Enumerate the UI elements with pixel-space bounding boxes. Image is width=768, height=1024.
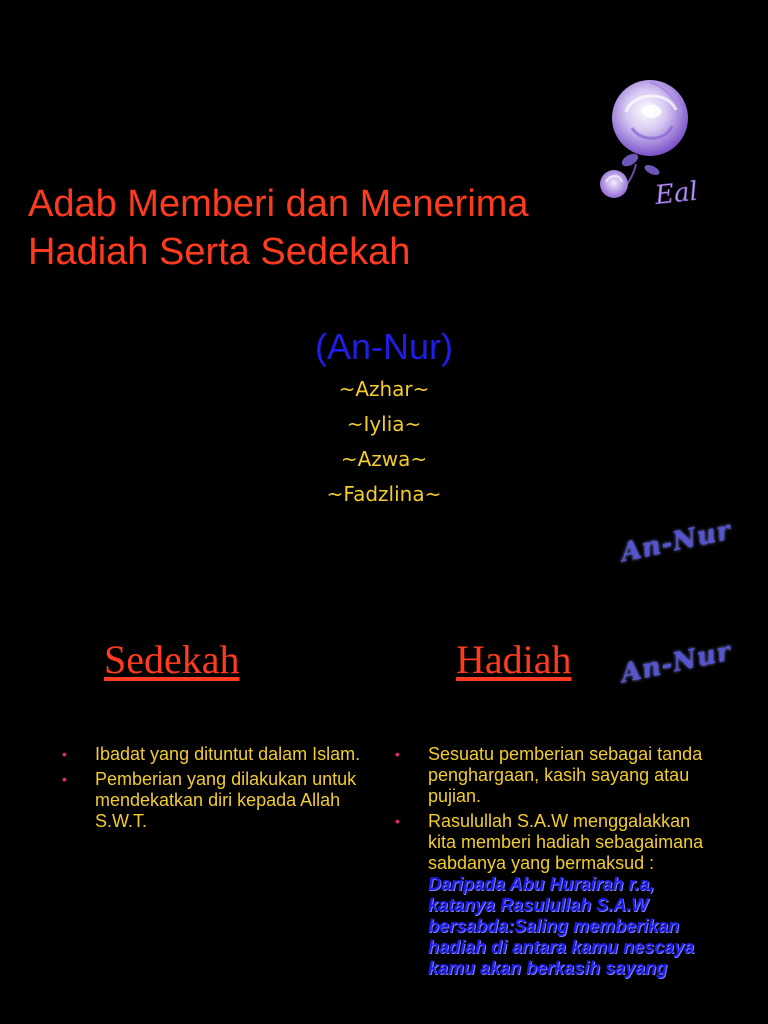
list-item-text: Pemberian yang dilakukan untuk mendekatkan diri kepada Allah S.W.T. [95,769,357,831]
member-name: ~Iylia~ [346,412,422,436]
member-list [0,372,768,512]
hadiah-heading: Hadiah [456,637,572,682]
bullet-dot-icon: • [395,813,400,829]
bullet-dot-icon: • [62,746,67,762]
title-line-1: Adab Memberi dan Menerima [28,183,529,225]
member-name: ~Fadzlina~ [326,482,442,506]
purple-rose-image [592,72,722,212]
list-item-text: Ibadat yang dituntut dalam Islam. [95,744,361,764]
member-name: ~Azhar~ [338,377,430,401]
group-name: (An-Nur) [314,326,453,367]
member-name: ~Azwa~ [340,447,428,471]
an-nur-signature: An-Nur [618,515,735,569]
bullet-dot-icon: • [395,746,400,762]
list-item [395,744,715,807]
hadiah-bullet-list [395,744,715,983]
list-item-text: Sesuatu pemberian sebagai tanda penghargaan, kasih sayang atau pujian. [428,744,703,806]
sedekah-heading: Sedekah [104,637,240,682]
list-item [62,744,362,765]
page-title [28,180,529,276]
list-item-text: Rasulullah S.A.W menggalakkan kita memberi hadiah sebagaimana sabdanya yang bermaksud : [428,811,704,873]
list-item [395,811,715,979]
sedekah-bullet-list [62,744,362,836]
title-line-2: Hadiah Serta Sedekah [28,231,411,273]
rose-signature-text: Eal [653,176,700,211]
hadith-quote: Daripada Abu Hurairah r.a, katanya Rasulullah S.A.W bersabda:Saling memberikan hadiah di antara kamu nescaya kamu akan berkasih sayang [428,874,695,978]
an-nur-signature: An-Nur [618,636,735,690]
bullet-dot-icon: • [62,771,67,787]
list-item [62,769,362,832]
